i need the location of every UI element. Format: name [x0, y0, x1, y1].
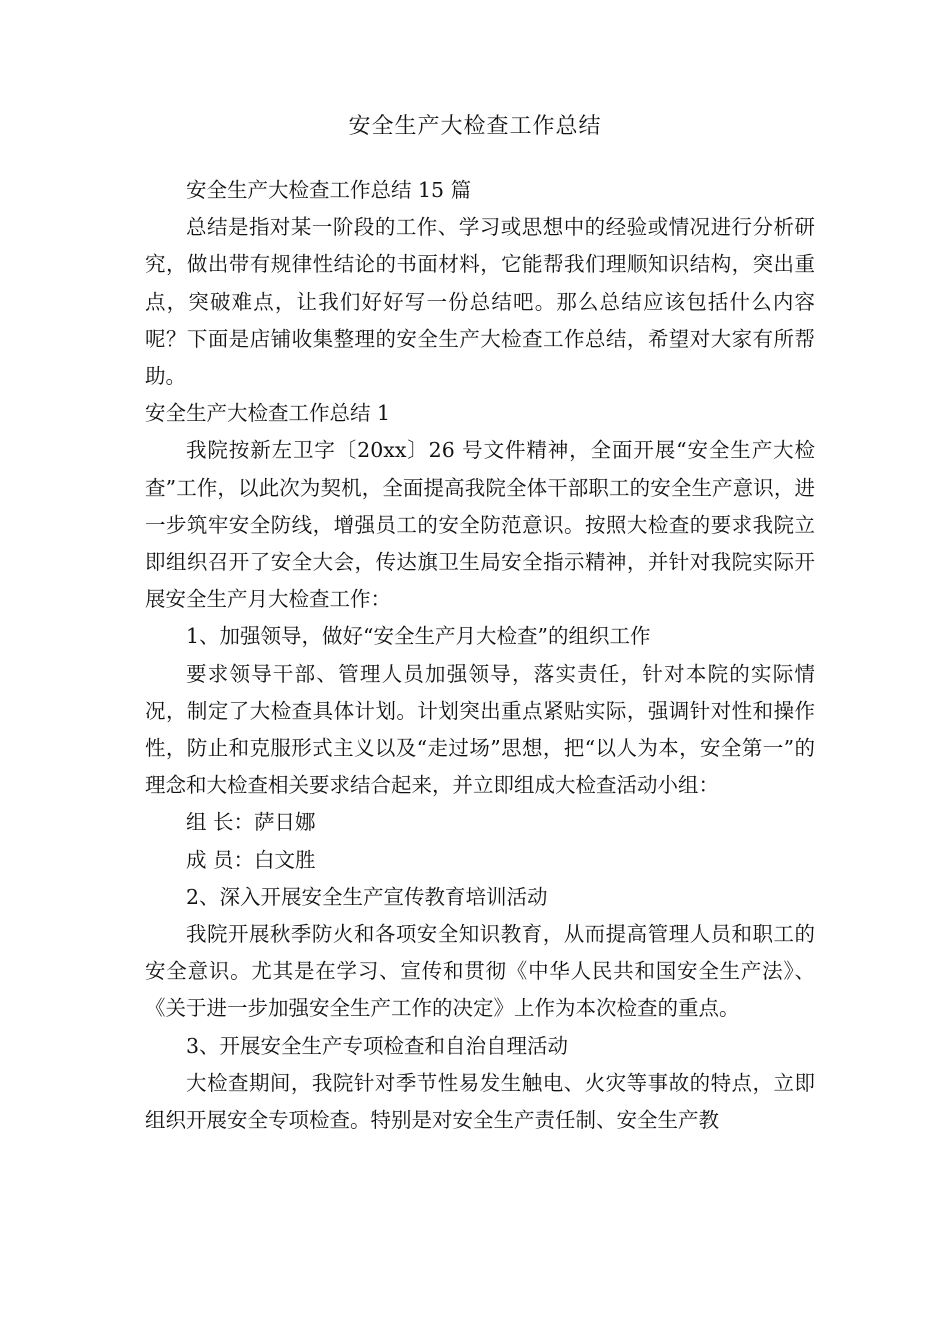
paragraph-body: 大检查期间，我院针对季节性易发生触电、火灾等事故的特点，立即组织开展安全专项检查。特别是对安全生产责任制、安全生产教 — [145, 1070, 815, 1133]
item-heading-2: 2、深入开展安全生产宣传教育培训活动 — [186, 884, 548, 909]
paragraph-body: 我院开展秋季防火和各项安全知识教育，从而提高管理人员和职工的安全意识。尤其是在学习、宣传和贯彻《中华人民共和国安全生产法》、《关于进一步加强安全生产工作的决定》上作为本次检查的重点。 — [145, 922, 815, 1021]
team-member-line: 成 员：白文胜 — [186, 847, 316, 872]
document-title: 安全生产大检查工作总结 — [348, 114, 602, 139]
item-heading-1: 1、加强领导，做好“安全生产月大检查”的组织工作 — [186, 624, 651, 649]
team-leader-line: 组 长：萨日娜 — [186, 810, 316, 835]
paragraph-body: 要求领导干部、管理人员加强领导，落实责任，针对本院的实际情况，制定了大检查具体计划。计划突出重点紧贴实际，强调针对性和操作性，防止和克服形式主义以及“走过场”思想，把“以人为本，安全第一”的理念和大检查相关要求结合起来，并立即组成大检查活动小组： — [145, 661, 815, 798]
paragraph-subtitle: 安全生产大检查工作总结 15 篇 — [186, 178, 472, 202]
paragraph-body: 我院按新左卫字〔20xx〕26 号文件精神，全面开展“安全生产大检查”工作，以此次为契机，全面提高我院全体干部职工的安全生产意识，进一步筑牢安全防线，增强员工的安全防范意识。按照大检查的要求我院立即组织召开了安全大会，传达旗卫生局安全指示精神，并针对我院实际开展安全生产月大检查工作： — [145, 438, 815, 612]
section-heading-1: 安全生产大检查工作总结 1 — [145, 401, 391, 426]
paragraph-intro: 总结是指对某一阶段的工作、学习或思想中的经验或情况进行分析研究，做出带有规律性结论的书面材料，它能帮我们理顺知识结构，突出重点，突破难点，让我们好好写一份总结吧。那么总结应该包括什么内容呢？下面是店铺收集整理的安全生产大检查工作总结，希望对大家有所帮助。 — [145, 215, 815, 389]
document-body — [145, 172, 815, 1139]
item-heading-3: 3、开展安全生产专项检查和自治自理活动 — [186, 1033, 569, 1058]
